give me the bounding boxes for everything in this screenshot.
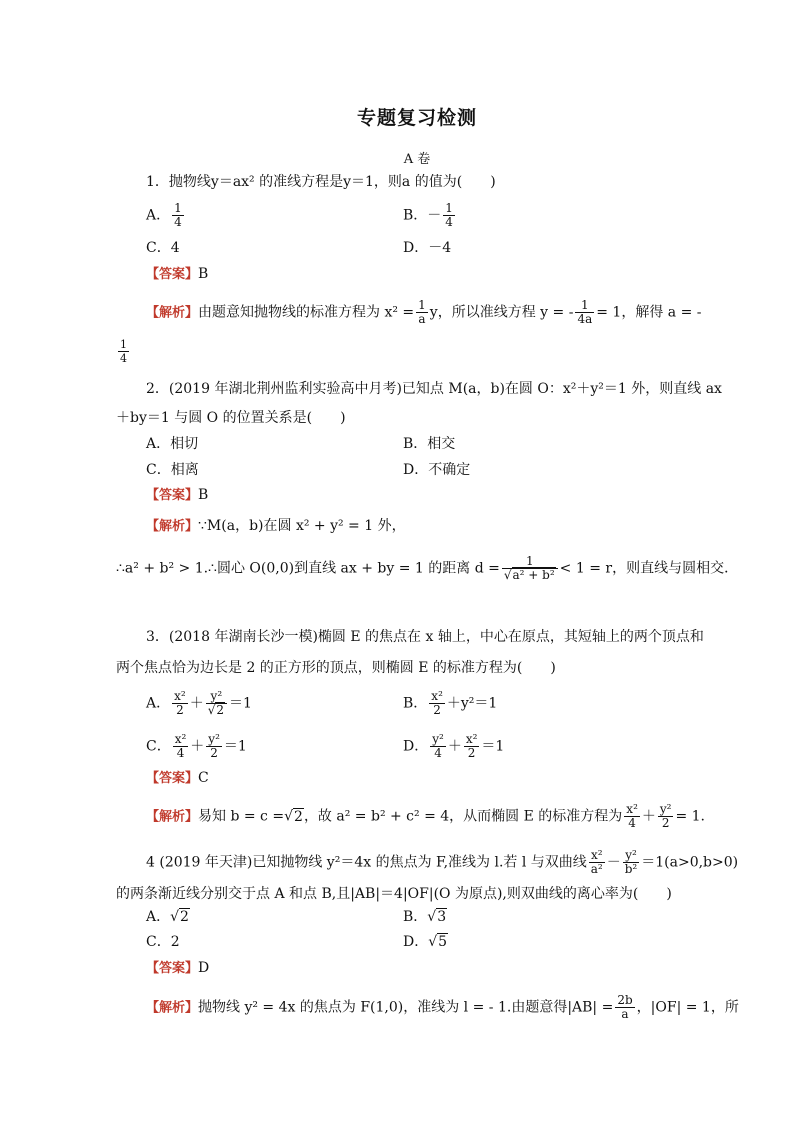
q3-stem-line1: 3．(2018 年湖南长沙一模)椭圆 E 的焦点在 x 轴上，中心在原点，其短轴上的两个顶点和 <box>146 629 704 645</box>
q2-option-a: A．相切 <box>146 436 199 452</box>
q2-stem-line2: ＋by＝1 与圆 O 的位置关系是( ) <box>116 410 346 426</box>
q1-stem: 1．抛物线y＝ax² 的准线方程是y＝1，则a 的值为( ) <box>146 174 496 190</box>
q2-option-b: B．相交 <box>403 436 456 452</box>
q3-analysis: 【解析】易知 b = c =√2，故 a² = b² + c² = 4，从而椭圆 E 的标准方程为 $\frac{\text{x²}}{4}$ ＋ $\frac{\text{y²}}{2}$ = 1. <box>146 802 706 830</box>
section-label: A 卷 <box>403 152 431 167</box>
q2-option-c: C．相离 <box>146 462 199 478</box>
q1-analysis: 【解析】由题意知抛物线的标准方程为 x² = $\frac{1}{a}$ y，所以准线方程 y = - $\frac{1}{4a}$ = 1，解得 a = - <box>146 298 702 326</box>
q1-option-a: A． $\frac{1}{4}$ <box>146 201 182 229</box>
q3-stem-line2: 两个焦点恰为边长是 2 的正方形的顶点，则椭圆 E 的标准方程为( ) <box>116 660 556 676</box>
q4-option-d: D．√5 <box>403 934 448 950</box>
q1-answer: 【答案】B <box>146 266 209 282</box>
q2-option-d: D．不确定 <box>403 462 471 478</box>
q1-a-fraction: $\frac{1}{4}$ <box>174 201 182 229</box>
q4-analysis: 【解析】抛物线 y² = 4x 的焦点为 F(1,0)，准线为 l = - 1.由题意得|AB| = $\frac{2b}{a}$ ，|OF| = 1，所 <box>146 993 739 1021</box>
q2-analysis-line1: 【解析】∵M(a，b)在圆 x² + y² = 1 外， <box>146 518 406 534</box>
q1-option-d: D．－4 <box>403 240 452 256</box>
q3-answer: 【答案】C <box>146 770 209 786</box>
q1-option-c: C．4 <box>146 240 180 256</box>
q2-analysis-line2: ∴a² + b² > 1.∴圆心 O(0,0)到直线 ax + by = 1 的距离 d = $\frac{1}{\text{√a² + b²}}$ < 1 = r，则直线与圆相交． <box>116 554 739 582</box>
q1-analysis-tail: $\frac{1}{4}$ <box>120 338 127 365</box>
page-title: 专题复习检测 <box>356 107 477 129</box>
q3-option-a: A． $\frac{\text{x²}}{2}$ ＋ $\frac{\text{y²}}{√2}$ ＝1 <box>146 689 252 717</box>
q1-option-b: B．－ $\frac{1}{4}$ <box>403 201 453 229</box>
q4-option-b: B．√3 <box>403 909 447 925</box>
q4-answer: 【答案】D <box>146 960 210 976</box>
q2-answer: 【答案】B <box>146 487 209 503</box>
q4-option-c: C．2 <box>146 934 180 950</box>
q3-option-d: D． $\frac{\text{y²}}{4}$ ＋ $\frac{\text{x²}}{2}$ ＝1 <box>403 732 505 760</box>
q4-stem-line1: 4 (2019 年天津)已知抛物线 y²＝4x 的焦点为 F,准线为 l.若 l 与双曲线 $\frac{\text{x²}}{\text{a²}}$ － $\frac{\text{y²}}{\text{b²}}$ ＝1(a>0,b>0) <box>146 848 739 876</box>
q3-option-c: C． $\frac{\text{x²}}{4}$ ＋ $\frac{\text{y²}}{2}$ ＝1 <box>146 732 247 760</box>
q3-option-b: B． $\frac{\text{x²}}{2}$ ＋y²＝1 <box>403 689 498 717</box>
q4-option-a: A．√2 <box>146 909 189 925</box>
q2-stem-line1: 2．(2019 年湖北荆州监利实验高中月考)已知点 M(a，b)在圆 O：x²＋y²＝1 外，则直线 ax <box>146 381 722 397</box>
q1-b-fraction: $\frac{1}{4}$ <box>445 201 453 229</box>
q4-stem-line2: 的两条渐近线分别交于点 A 和点 B,且|AB|＝4|OF|(O 为原点),则双曲线的离心率为( ) <box>116 886 672 902</box>
